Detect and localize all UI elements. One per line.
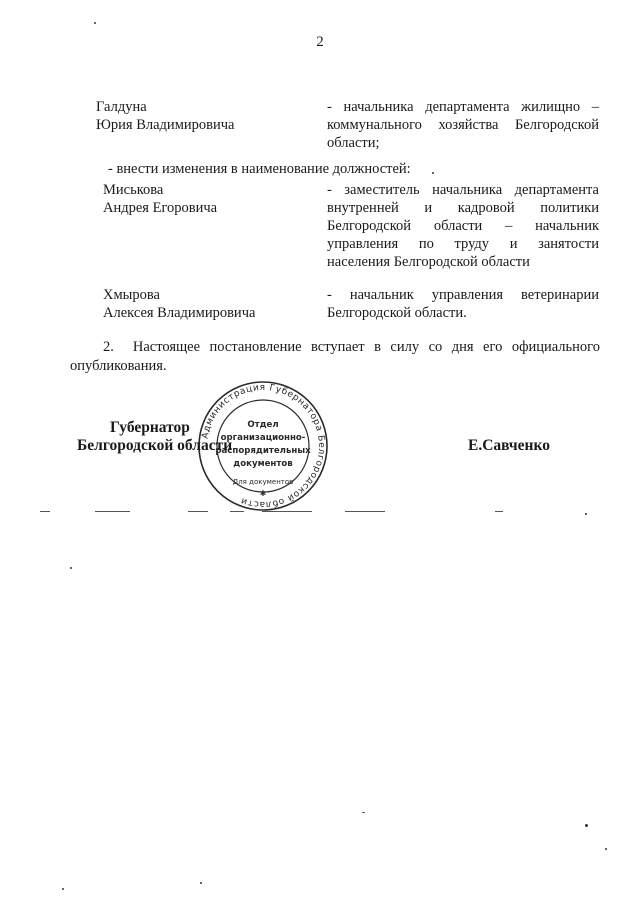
given-names: Алексея Владимировича — [103, 305, 256, 321]
person-name — [103, 286, 318, 322]
seal-center-line: распорядительных — [215, 446, 311, 456]
position-line: внутренней и кадровой политики — [327, 200, 599, 216]
scan-artifact — [585, 513, 587, 515]
clause-text: Настоящее постановление вступает в силу со дня его официального — [132, 339, 600, 355]
position-description — [327, 98, 599, 152]
scan-artifact — [70, 567, 72, 569]
scan-artifact — [585, 824, 588, 827]
position-description — [327, 286, 599, 322]
position-line: области; — [327, 135, 380, 151]
scan-artifact — [62, 888, 64, 890]
position-line: коммунального хозяйства Белгородской — [327, 117, 599, 133]
signatory-region: Белгородской области — [77, 437, 233, 454]
scan-artifact — [95, 511, 130, 512]
surname: Хмырова — [103, 287, 160, 303]
scan-artifact — [262, 511, 312, 512]
surname: Галдуна — [96, 99, 147, 115]
surname: Миськова — [103, 182, 164, 198]
scan-artifact — [432, 172, 434, 174]
position-line: Белгородской области. — [327, 305, 467, 321]
seal-bottom-text: Для документов — [232, 478, 294, 486]
scan-artifact — [94, 22, 96, 24]
seal-outer-text: Администрация Губернатора Белгородской области — [200, 382, 327, 510]
scan-artifact — [200, 882, 202, 884]
signatory-name: Е.Савченко — [468, 437, 550, 454]
position-description — [327, 181, 599, 271]
rename-heading: - внести изменения в наименование должностей: — [108, 161, 411, 177]
seal-center-line: организационно- — [220, 433, 306, 443]
position-line: населения Белгородской области — [327, 254, 530, 270]
given-names: Андрея Егоровича — [103, 200, 218, 216]
position-line: Белгородской области – начальник — [327, 218, 599, 234]
position-line: - начальник управления ветеринарии — [327, 287, 599, 303]
position-line: - заместитель начальника департамента — [327, 182, 599, 198]
star-icon: ✱ — [259, 489, 267, 498]
signatory-title: Губернатор — [110, 419, 190, 436]
scan-artifact — [40, 511, 50, 512]
scan-artifact — [345, 511, 385, 512]
seal-center-line: документов — [233, 459, 293, 469]
position-line: управления по труду и занятости — [327, 236, 599, 252]
clause-2 — [70, 338, 600, 376]
given-names: Юрия Владимировича — [96, 117, 235, 133]
scan-artifact — [495, 511, 503, 512]
scan-artifact — [188, 511, 208, 512]
clause-number: 2. — [103, 339, 114, 355]
position-line: - начальника департамента жилищно – — [327, 99, 599, 115]
scan-artifact — [230, 511, 244, 512]
person-name — [103, 181, 318, 217]
person-name — [96, 98, 311, 134]
clause-line: опубликования. — [70, 358, 167, 374]
scan-artifact — [362, 812, 365, 813]
seal-center-line: Отдел — [247, 420, 279, 430]
scan-artifact — [605, 848, 607, 850]
page-number: 2 — [316, 34, 324, 50]
clause-line — [70, 338, 600, 357]
